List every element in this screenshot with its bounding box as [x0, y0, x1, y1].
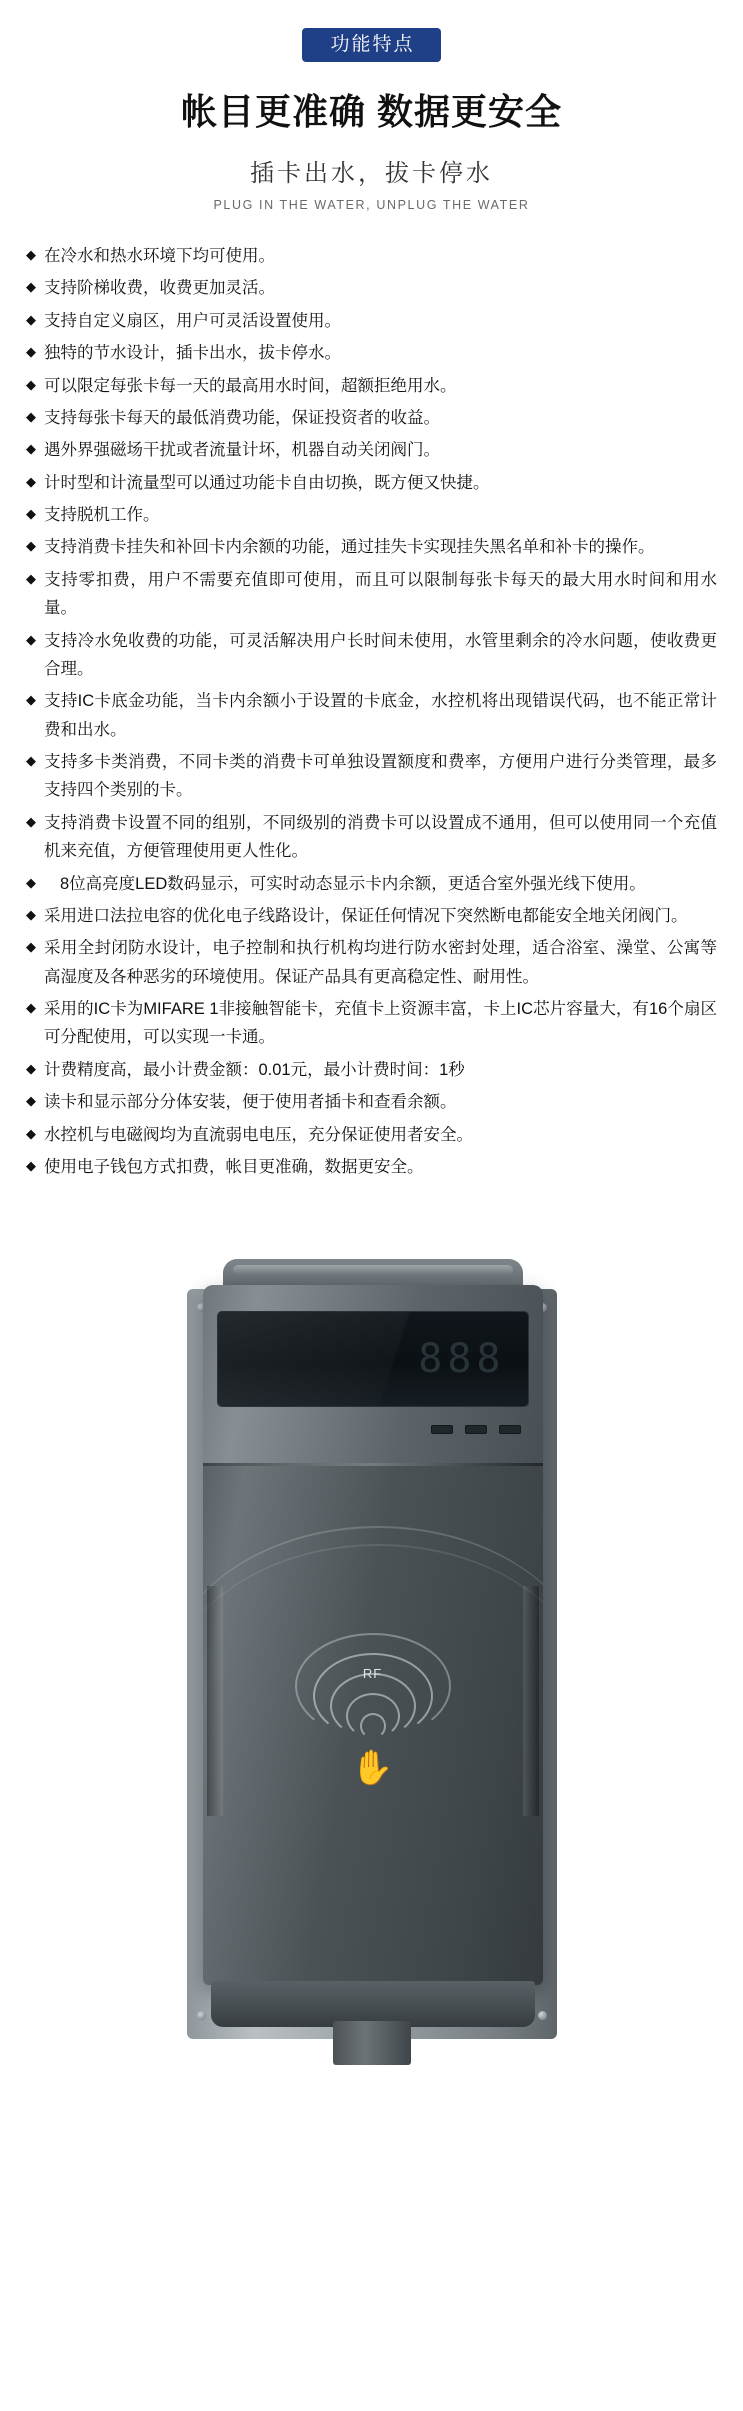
diamond-bullet-icon: ◆ [26, 311, 36, 327]
list-item [26, 870, 717, 898]
list-item [26, 1056, 717, 1084]
feature-text: 8位高亮度LED数码显示，可实时动态显示卡内余额，更适合室外强光线下使用。 [60, 874, 646, 893]
feature-text: 支持IC卡底金功能，当卡内余额小于设置的卡底金，水控机将出现错误代码，也不能正常计费和出水。 [44, 692, 717, 739]
diamond-bullet-icon: ◆ [26, 753, 36, 768]
hand-card-icon: ✋ [351, 1749, 394, 1788]
water-controller-device [157, 1229, 587, 2069]
diamond-bullet-icon: ◆ [26, 874, 36, 890]
water-pipe-connector [333, 2021, 411, 2065]
list-item [26, 242, 717, 270]
list-item [26, 748, 717, 805]
list-item [26, 372, 717, 400]
list-item [26, 687, 717, 744]
feature-text: 采用进口法拉电容的优化电子线路设计，保证任何情况下突然断电都能安全地关闭阀门。 [44, 906, 688, 925]
diamond-bullet-icon: ◆ [26, 344, 36, 360]
feature-text: 可以限定每张卡每一天的最高用水时间，超额拒绝用水。 [44, 376, 457, 395]
product-image-area [0, 1215, 743, 2095]
feature-text: 支持阶梯收费，收费更加灵活。 [44, 279, 275, 298]
led-indicator-icon [499, 1425, 521, 1434]
diamond-bullet-icon: ◆ [26, 1093, 36, 1109]
diamond-bullet-icon: ◆ [26, 570, 36, 586]
device-lower-panel [203, 1466, 543, 1985]
rf-waves-icon [278, 1683, 468, 1739]
list-item [26, 809, 717, 866]
section-badge: 功能特点 [302, 28, 440, 62]
feature-text: 支持零扣费，用户不需要充值即可使用，而且可以限制每张卡每天的最大用水时间和用水量。 [44, 570, 717, 618]
feature-text: 水控机与电磁阀均为直流弱电电压，充分保证使用者安全。 [44, 1125, 473, 1144]
list-item [26, 469, 717, 497]
diamond-bullet-icon: ◆ [26, 813, 36, 829]
list-item [26, 1153, 717, 1181]
display-value: 888 [418, 1336, 506, 1383]
page-title: 帐目更准确 数据更安全 [180, 91, 562, 132]
screen-glare [217, 1311, 411, 1407]
page-subtitle-english: PLUG IN THE WATER, UNPLUG THE WATER [213, 198, 530, 212]
diamond-bullet-icon: ◆ [26, 279, 36, 295]
side-notch [523, 1586, 539, 1816]
feature-text: 采用的IC卡为MIFARE 1非接触智能卡，充值卡上资源丰富，卡上IC芯片容量大，有16个扇区可分配使用，可以实现一卡通。 [44, 1000, 717, 1047]
diamond-bullet-icon: ◆ [26, 906, 36, 922]
led-indicator-icon [465, 1425, 487, 1434]
rf-reader-zone [278, 1666, 468, 1788]
list-item [26, 274, 717, 302]
feature-text: 支持消费卡挂失和补回卡内余额的功能，通过挂失卡实现挂失黑名单和补卡的操作。 [44, 538, 655, 557]
feature-text: 支持冷水免收费的功能，可灵活解决用户长时间未使用，水管里剩余的冷水问题，使收费更合理。 [44, 631, 717, 678]
list-item [26, 627, 717, 684]
screw-icon [197, 2011, 206, 2020]
diamond-bullet-icon: ◆ [26, 1060, 36, 1076]
feature-list [26, 242, 717, 1181]
diamond-bullet-icon: ◆ [26, 473, 36, 489]
section-badge-wrapper [0, 0, 743, 62]
list-item [26, 902, 717, 930]
diamond-bullet-icon: ◆ [26, 1000, 36, 1015]
feature-text: 支持每张卡每天的最低消费功能，保证投资者的收益。 [44, 408, 440, 427]
feature-text: 独特的节水设计，插卡出水，拔卡停水。 [44, 344, 341, 363]
rf-label: RF [362, 1666, 383, 1682]
list-item [26, 307, 717, 335]
side-notch [207, 1586, 223, 1816]
list-item [26, 501, 717, 529]
list-item [26, 1121, 717, 1149]
feature-text: 使用电子钱包方式扣费，帐目更准确，数据更安全。 [44, 1157, 424, 1176]
list-item [26, 566, 717, 623]
list-item [26, 339, 717, 367]
feature-text: 计费精度高，最小计费金额：0.01元，最小计费时间：1秒 [44, 1060, 465, 1079]
list-item [26, 533, 717, 561]
indicator-led-row [431, 1425, 521, 1434]
feature-text: 在冷水和热水环境下均可使用。 [44, 247, 275, 265]
feature-text: 支持脱机工作。 [44, 506, 160, 524]
diamond-bullet-icon: ◆ [26, 408, 36, 424]
feature-text: 支持自定义扇区，用户可灵活设置使用。 [44, 311, 341, 330]
feature-text: 读卡和显示部分分体安装，便于使用者插卡和查看余额。 [44, 1093, 457, 1112]
diamond-bullet-icon: ◆ [26, 538, 36, 554]
list-item [26, 934, 717, 991]
diamond-bullet-icon: ◆ [26, 1157, 36, 1173]
diamond-bullet-icon: ◆ [26, 939, 36, 955]
list-item [26, 436, 717, 464]
diamond-bullet-icon: ◆ [26, 247, 36, 262]
diamond-bullet-icon: ◆ [26, 506, 36, 521]
feature-text: 计时型和计流量型可以通过功能卡自由切换，既方便又快捷。 [44, 473, 490, 492]
feature-text: 采用全封闭防水设计，电子控制和执行机构均进行防水密封处理，适合浴室、澡堂、公寓等高湿度及各种恶劣的环境使用。保证产品具有更高稳定性、耐用性。 [44, 939, 717, 986]
list-item [26, 404, 717, 432]
screw-icon [538, 2011, 547, 2020]
led-indicator-icon [431, 1425, 453, 1434]
led-display-screen [217, 1311, 529, 1407]
feature-text: 支持消费卡设置不同的组别，不同级别的消费卡可以设置成不通用，但可以使用同一个充值机来充值，方便管理使用更人性化。 [44, 813, 717, 861]
feature-text: 遇外界强磁场干扰或者流量计坏，机器自动关闭阀门。 [44, 441, 440, 460]
diamond-bullet-icon: ◆ [26, 376, 36, 392]
list-item [26, 1088, 717, 1116]
feature-text: 支持多卡类消费，不同卡类的消费卡可单独设置额度和费率，方便用户进行分类管理，最多支持四个类别的卡。 [44, 753, 717, 800]
diamond-bullet-icon: ◆ [26, 1125, 36, 1141]
page-subtitle: 插卡出水，拔卡停水 [250, 160, 493, 187]
diamond-bullet-icon: ◆ [26, 631, 36, 647]
diamond-bullet-icon: ◆ [26, 692, 36, 708]
diamond-bullet-icon: ◆ [26, 441, 36, 457]
device-body [203, 1285, 543, 1985]
list-item [26, 995, 717, 1052]
